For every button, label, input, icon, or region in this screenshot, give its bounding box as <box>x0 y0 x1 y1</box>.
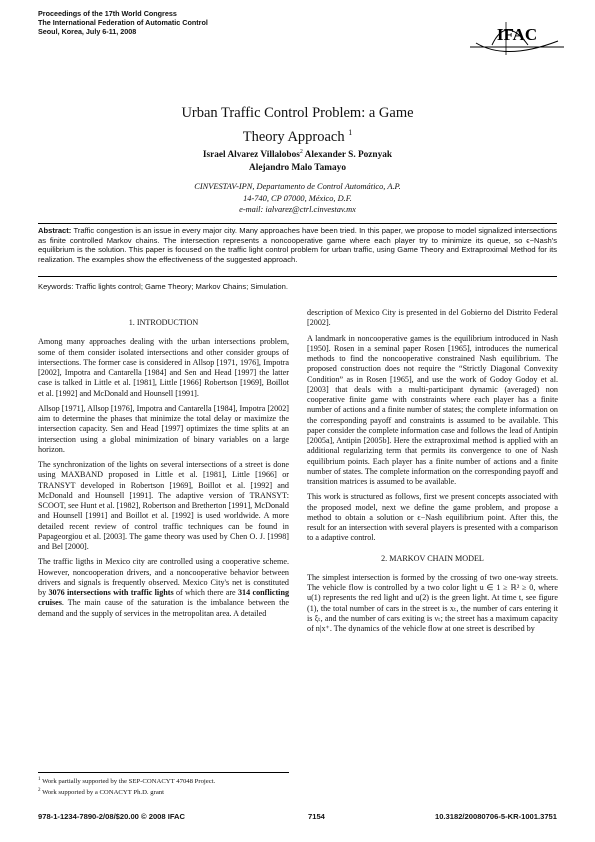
keywords: Keywords: Traffic lights control; Game Theory; Markov Chains; Simulation. <box>38 282 288 291</box>
right-column <box>307 308 558 639</box>
affiliation-line-1: CINVESTAV-IPN, Departamento de Control Automático, A.P. <box>194 182 401 191</box>
right-paragraph-1: A landmark in noncooperative games is the equilibrium introduced in Nash [1950]. Rosen in a seminal paper Rosen [1965], introduces the numerical methods to find the noncooperative constrained Nash equilibrium. The proposed construction does not require the “Strictly Diagonal Convexity Condition” as in Rosen [1965], and use the work of Godoy Godoy et al. [2003] that deals with a multi-participant dynamic (averaged) non cooperative finite game with constraints where each player has a finite number of actions and a finite number of states; the complete information on the corresponding payoff and constraints is assumed to be available. This paper consider the complete information case and follows the lead of Antipin [2005a], Antipin [2005b]. Here the extraproximal method is applied with an additional regularizing term that permits its convergence to one of Nash equilibrium points. Each player has a finite number of actions and a finite number of states. The complete information on the corresponding payoff and transition matrices is assumed to be available. <box>307 333 558 486</box>
abstract-label: Abstract: <box>38 226 72 235</box>
intro-paragraph-3: The synchronization of the lights on several intersections of a street is done using MAXBAND proposed in Little et al. [1981], Little [1966] or TRANSYT developed in Robertson [1969], Boillot et al. [1992] and McDonald and Hounsell [1991]. The adaptive version of TRANSYT: SCOOT, see Hunt et al. [1982], Robertson and Bretherton [1991], McDonald and Hounsell [1991] and Boillot et al. [1992] is used worldwide. A more detailed recent review of control traffic techniques can be found in Papageorgiou et al. [2003]. The game theory was used by Chen O. J. [1998] and Bel [2000]. <box>38 460 289 551</box>
authors-line-1 <box>100 146 495 162</box>
intro-paragraph-4 <box>38 557 289 619</box>
abstract <box>38 223 557 277</box>
intro-p4-part-c: of which there are <box>173 588 238 597</box>
title-footnote-mark: 1 <box>348 128 353 137</box>
header-line-1: Proceedings of the 17th World Congress <box>38 9 177 18</box>
markov-paragraph-1: The simplest intersection is formed by the crossing of two one-way streets. The vehicle flow is controlled by a two color light u ∈ 1 ≥ ℝ² ≥ 0, where u(1) represents the red light and u(2) is the green light. At time t, see figure (1), the total number of cars in the street is xₜ, the number of cars entering it is ξₜ, and the number of cars exiting is νₜ; the street has a maximum capacity of n|x⁺. The dynamics of the vehicle flow at one street is described by <box>307 572 558 633</box>
header-line-3: Seoul, Korea, July 6-11, 2008 <box>38 27 137 36</box>
affiliation-email: e-mail: ialvarez@ctrl.cinvestav.mx <box>239 205 356 214</box>
intro-paragraph-2: Allsop [1971], Allsop [1976], Impotra and Cantarella [1984], Impotra [2002] aim to determine the phases that minimize the total delay or maximize the intersection capacity. Sen and Head [1997] optimizes the time splits at an intersection using a global minimization of binary variables on a large horizon. <box>38 403 289 454</box>
footnote-2 <box>38 787 289 798</box>
footnotes <box>38 772 289 797</box>
ifac-logo-text: IFAC <box>496 25 538 44</box>
footer-page-number: 7154 <box>308 812 325 821</box>
footer-doi: 10.3182/20080706-5-KR-1001.3751 <box>434 812 557 821</box>
title-line-2 <box>100 123 495 147</box>
author-alvarez: Israel Alvarez Villalobos <box>202 150 300 160</box>
section-heading-markov: 2. MARKOV CHAIN MODEL <box>381 553 484 563</box>
footnote-1-text: Work partially supported by the SEP-CONACYT 47048 Project. <box>42 778 216 786</box>
left-column <box>38 308 289 624</box>
title-line-1: Urban Traffic Control Problem: a Game <box>181 105 414 121</box>
footer-isbn: 978-1-1234-7890-2/08/$20.00 © 2008 IFAC <box>38 812 186 821</box>
right-paragraph-0: description of Mexico City is presented in del Gobierno del Distrito Federal [2002]. <box>307 308 558 328</box>
affiliation-line-2: 14-740, CP 07000, México, D.F. <box>243 193 352 203</box>
page-footer <box>38 812 557 822</box>
paper-title <box>100 104 495 147</box>
intro-paragraph-1: Among many approaches dealing with the urban intersections problem, some of them consider isolated intersections and other consider groups of intersections. The former case is considered in Allsop [1971, 1976], Impotra [2002], Impotra and Cantarella [1984] and Sen and Head [1997] the latter case is talked in Little et al. [1981], Little [1966] Robertson [1969], Boillot et al. [1992] and McDonald and Hounsell [1991]. <box>38 337 289 398</box>
intro-p4-bold-cruises: 314 conflicting cruises <box>38 588 290 608</box>
author-list <box>100 146 495 175</box>
ifac-logo <box>466 17 568 67</box>
affiliation <box>100 181 495 216</box>
author-footnote-mark: 2 <box>299 149 303 155</box>
proceedings-header <box>38 9 208 36</box>
section-heading-introduction: 1. INTRODUCTION <box>128 318 199 327</box>
intro-p4-bold-intersections: 3076 intersections with traffic lights <box>48 588 174 597</box>
right-paragraph-2: This work is structured as follows, first we present concepts associated with the proposed model, next we define the game problem, and propose a method to obtain a solution or ϵ−Nash equilibrium point. After this, the result for an intersection with several players is presented with a comparison to a adaptive control. <box>307 492 558 543</box>
header-line-2: The International Federation of Automatic Control <box>38 18 208 27</box>
author-malo: Alejandro Malo Tamayo <box>249 163 346 173</box>
footnote-2-mark: 2 <box>38 787 41 793</box>
footnote-1-mark: 1 <box>38 777 41 782</box>
footnote-2-text: Work supported by a CONACYT Ph.D. grant <box>42 788 164 796</box>
title-line-2-text: Theory Approach <box>242 129 345 145</box>
abstract-text: Traffic congestion is an issue in every major city. Many approaches have been tried. In this paper, we propose to model signalized intersections as finite controlled Markov chains. The intersection represents a noncooperative game where each player try to minimize its queue, so ϵ−Nash's equilibrium is the solution. This paper is focused on the traffic light control problem for urban traffic, using Game Theory and Extraproximal Method for its realization. The examples show the effectiveness of the suggested approach. <box>38 226 557 264</box>
intro-p4-part-a: The traffic ligths in Mexico city are controlled using a cooperative scheme. However, noncooperation drivers, and a noncooperative behavior between drivers and signals is frequently observed. Mexico City's net is constituted by <box>38 557 289 597</box>
footnote-1 <box>38 776 289 787</box>
intro-p4-part-d: . The main cause of the saturation is the imbalance between the demand and the supply of services in the metropolitan area. A detailed <box>38 598 289 618</box>
author-poznyak: Alexander S. Poznyak <box>304 150 393 160</box>
